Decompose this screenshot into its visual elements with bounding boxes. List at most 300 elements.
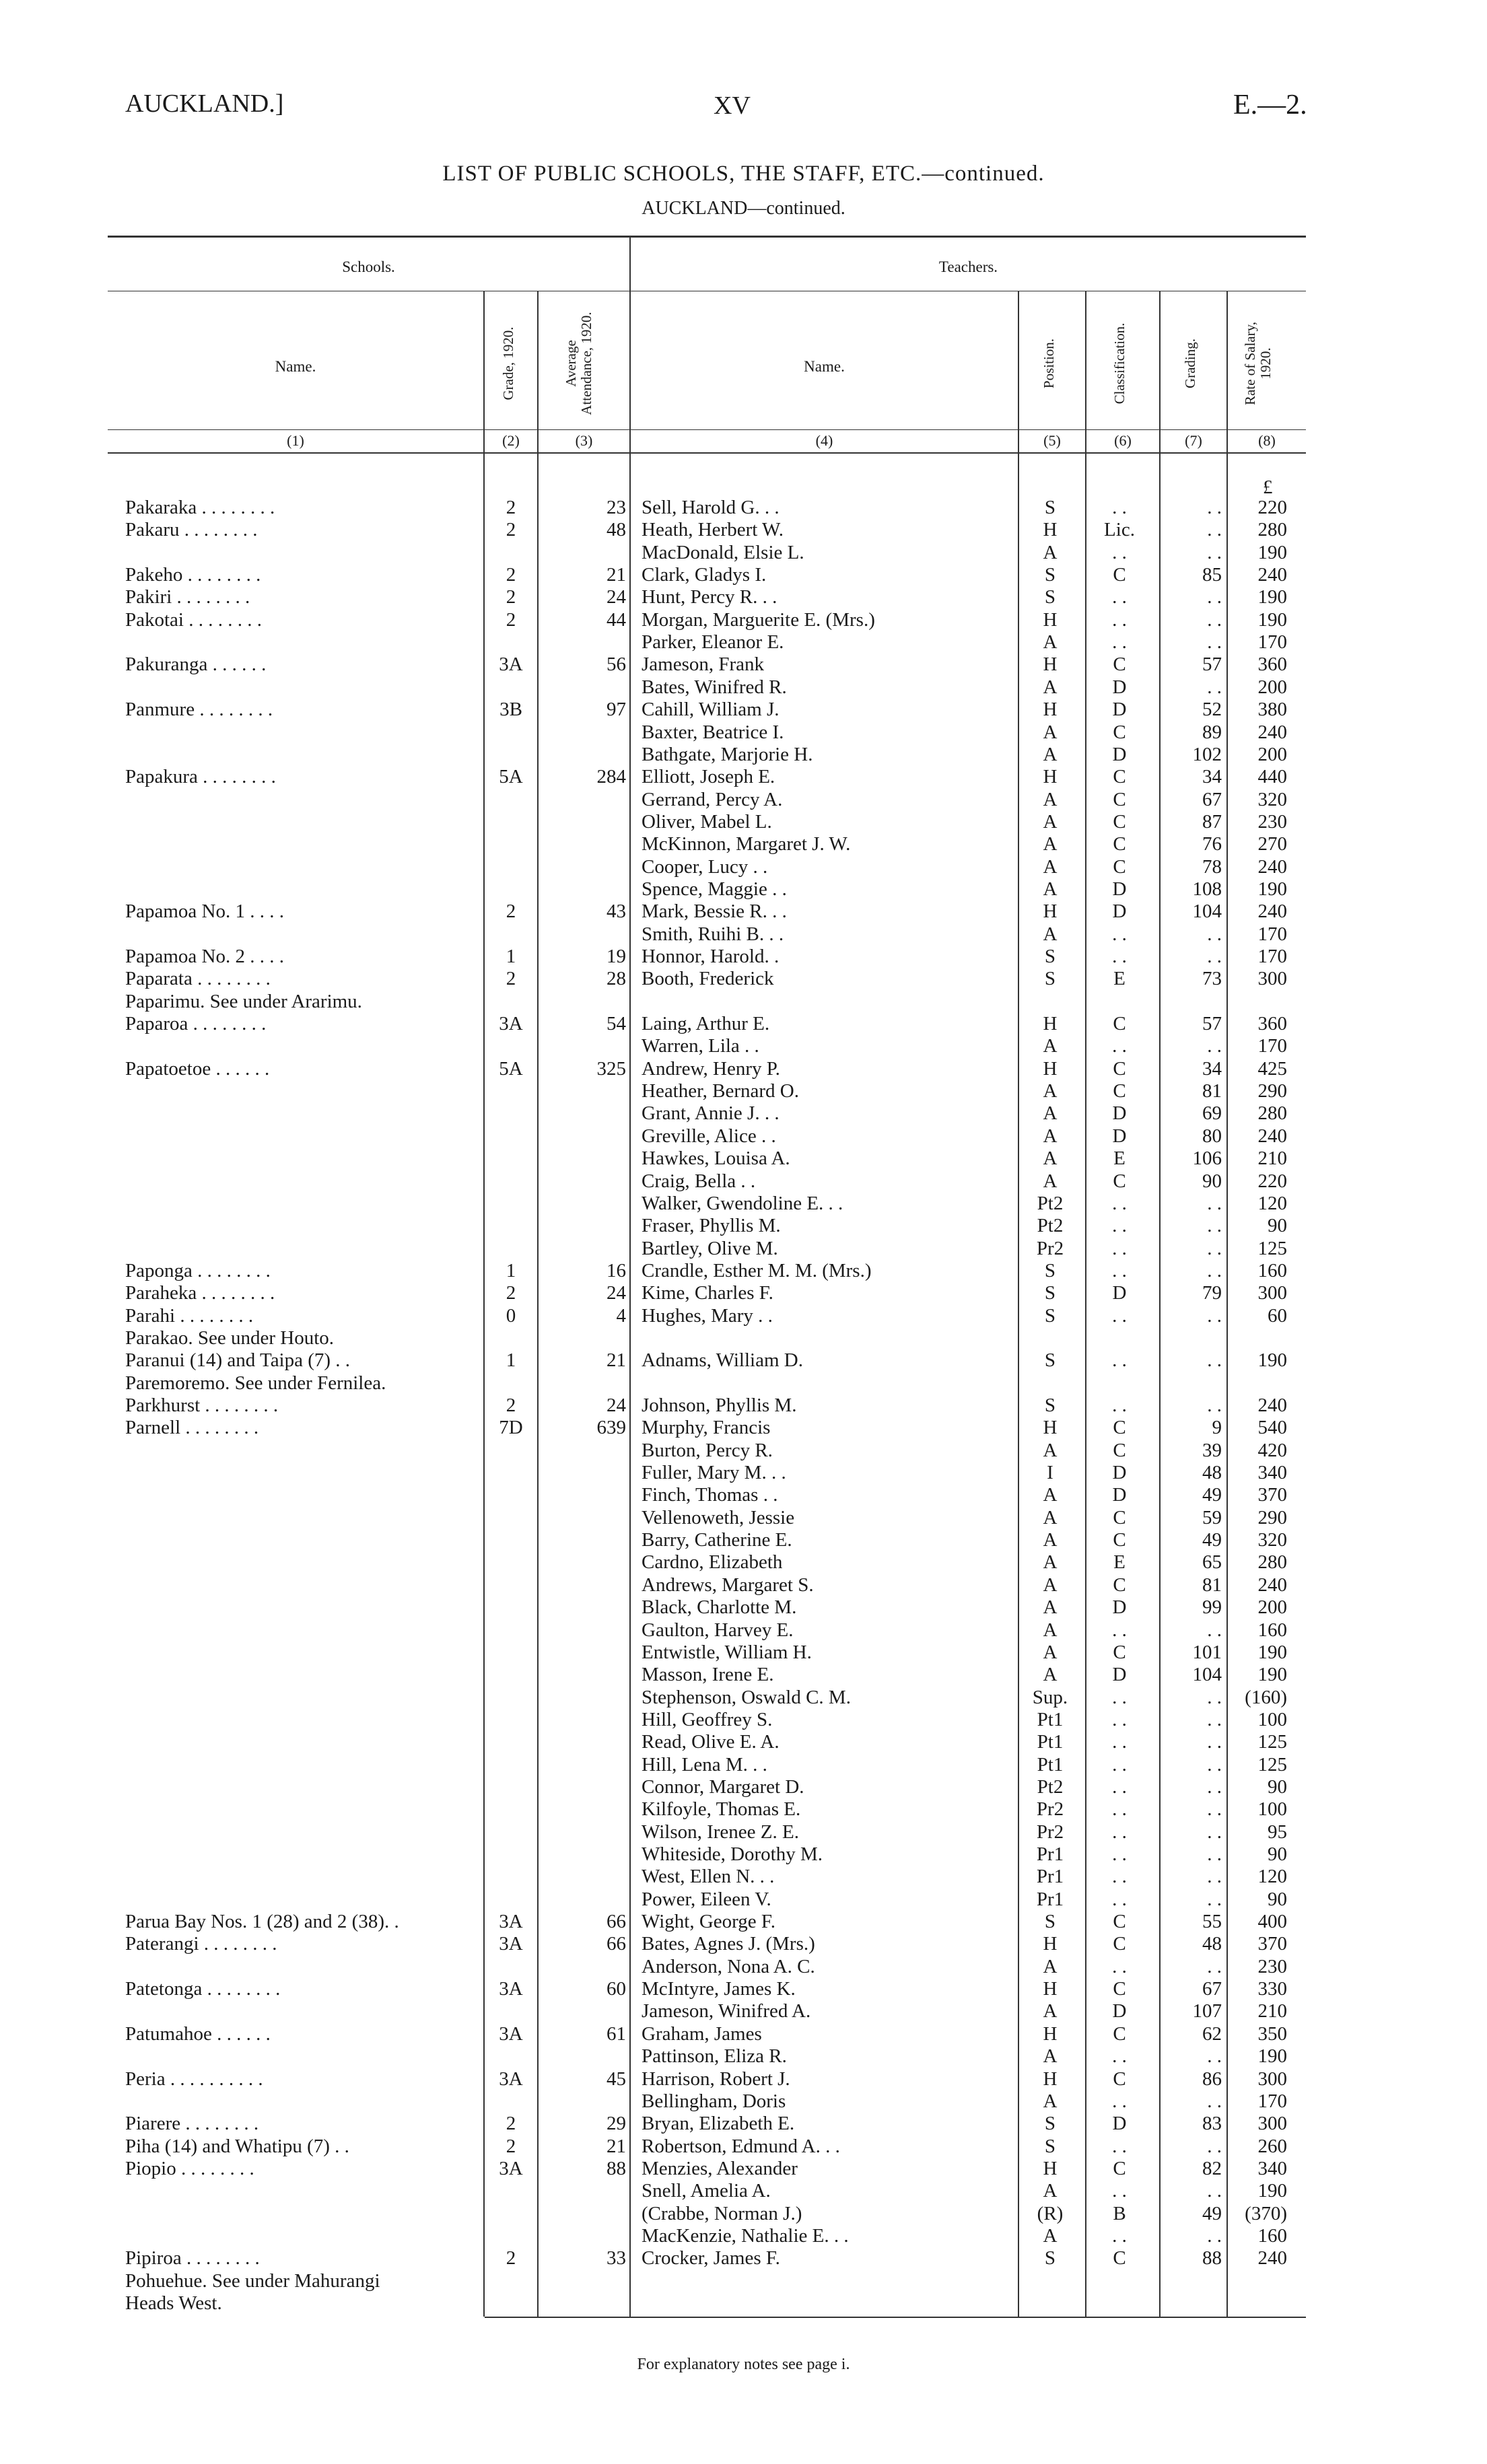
cell-classification: D — [1112, 1484, 1127, 1506]
cell-classification: C — [1113, 855, 1126, 878]
cell-grading: 39 — [1202, 1439, 1222, 1461]
cell-grading: . . — [1207, 1821, 1222, 1843]
cell-salary: 540 — [1257, 1417, 1287, 1439]
cell-grading: 104 — [1192, 901, 1222, 923]
cell-teacher-name: Honnor, Harold. . — [642, 946, 780, 967]
cell-position: A — [1043, 1125, 1058, 1147]
cell-position: A — [1043, 1955, 1058, 1977]
cell-grading: . . — [1207, 1843, 1222, 1865]
running-head-left: AUCKLAND.] — [125, 90, 284, 118]
cell-grading: 73 — [1202, 968, 1222, 990]
cell-grade: 1 — [506, 1259, 516, 1281]
cell-attendance: 61 — [607, 2022, 626, 2045]
table-row — [0, 856, 1487, 878]
cell-teacher-name: Burton, Percy R. — [642, 1439, 773, 1461]
cell-teacher-name: Sell, Harold G. . . — [642, 497, 780, 518]
table-row — [0, 654, 1487, 676]
cell-classification: C — [1113, 1417, 1126, 1439]
cell-salary: 190 — [1257, 541, 1287, 563]
cell-grading: . . — [1207, 2045, 1222, 2068]
cell-classification: . . — [1112, 1955, 1127, 1977]
cell-grading: . . — [1207, 2180, 1222, 2202]
cell-position: A — [1043, 743, 1058, 765]
cell-teacher-name: Bryan, Elizabeth E. — [642, 2113, 795, 2135]
cell-position: S — [1044, 2135, 1056, 2157]
table-row — [0, 1282, 1487, 1304]
cell-school-name: Piarere . . . . . . . . — [125, 2113, 259, 2135]
cell-position: A — [1043, 1439, 1058, 1461]
table-row — [0, 1978, 1487, 2000]
cell-attendance: 24 — [607, 586, 626, 608]
cell-grading: . . — [1207, 1349, 1222, 1372]
cell-grading: . . — [1207, 1259, 1222, 1281]
cell-classification: D — [1112, 1102, 1127, 1125]
cell-grading: 81 — [1202, 1080, 1222, 1102]
table-row — [0, 699, 1487, 721]
colnum-6: (6) — [1114, 432, 1132, 449]
cell-salary: 170 — [1257, 631, 1287, 654]
col-teacher-name: Name. — [804, 358, 845, 375]
cell-salary: 190 — [1257, 2180, 1287, 2202]
cell-grading: . . — [1207, 497, 1222, 518]
cell-salary: 220 — [1257, 497, 1287, 518]
cell-salary: 125 — [1257, 1237, 1287, 1259]
table-row — [0, 2180, 1487, 2202]
cell-classification: C — [1113, 1574, 1126, 1596]
cell-grading: 59 — [1202, 1506, 1222, 1528]
cell-position: S — [1044, 2247, 1056, 2269]
cell-position: S — [1044, 1259, 1056, 1281]
cell-teacher-name: Masson, Irene E. — [642, 1664, 774, 1686]
table-row — [0, 1933, 1487, 1955]
cell-classification: C — [1113, 788, 1126, 810]
cell-grading: 83 — [1202, 2113, 1222, 2135]
table-row — [0, 2000, 1487, 2022]
cell-salary: 240 — [1257, 2247, 1287, 2269]
cell-salary: 60 — [1268, 1304, 1287, 1327]
cell-teacher-name: Kilfoyle, Thomas E. — [642, 1798, 801, 1821]
cell-teacher-name: Bathgate, Marjorie H. — [642, 743, 813, 765]
cell-school-name: Panmure . . . . . . . . — [125, 699, 273, 721]
cell-teacher-name: Barry, Catherine E. — [642, 1529, 792, 1551]
table-row — [0, 1462, 1487, 1484]
cell-position: A — [1043, 1619, 1058, 1641]
cell-grading: . . — [1207, 586, 1222, 608]
table-row — [0, 1260, 1487, 1282]
cell-position: Pt2 — [1037, 1192, 1064, 1214]
cell-grading: 86 — [1202, 2068, 1222, 2090]
cell-school-name: Pakuranga . . . . . . — [125, 654, 267, 676]
cell-position: Pt1 — [1037, 1708, 1064, 1730]
cell-grading: 108 — [1192, 878, 1222, 900]
col-grading: Grading. — [1182, 338, 1198, 389]
table-row — [0, 1125, 1487, 1148]
cell-salary: 340 — [1257, 1462, 1287, 1484]
cell-grading: 67 — [1202, 788, 1222, 810]
table-row — [0, 1843, 1487, 1866]
cell-teacher-name: West, Ellen N. . . — [642, 1866, 775, 1888]
cell-classification: C — [1113, 1013, 1126, 1035]
table-row — [0, 878, 1487, 901]
cell-position: Pr2 — [1036, 1237, 1064, 1259]
cell-grading: 48 — [1202, 1462, 1222, 1484]
cell-grading: 55 — [1202, 1911, 1222, 1933]
cell-salary: 220 — [1257, 1170, 1287, 1192]
cell-attendance: 29 — [607, 2113, 626, 2135]
cell-grading: . . — [1207, 1304, 1222, 1327]
cell-position: H — [1043, 901, 1058, 923]
cell-salary: 230 — [1257, 1955, 1287, 1977]
cell-salary: 90 — [1268, 1215, 1287, 1237]
cell-classification: . . — [1112, 2135, 1127, 2157]
cell-salary: 300 — [1257, 968, 1287, 990]
table-row — [0, 609, 1487, 631]
cell-position: Pt2 — [1037, 1215, 1064, 1237]
cell-salary: 260 — [1257, 2135, 1287, 2157]
cell-classification: C — [1113, 1170, 1126, 1192]
table-row — [0, 946, 1487, 968]
cell-attendance: 21 — [607, 2135, 626, 2157]
table-row — [0, 1754, 1487, 1776]
cell-teacher-name: Whiteside, Dorothy M. — [642, 1843, 823, 1865]
cell-grading: . . — [1207, 676, 1222, 698]
cell-grading: 69 — [1202, 1102, 1222, 1125]
cell-classification: . . — [1112, 1775, 1127, 1798]
cell-salary: 160 — [1257, 1619, 1287, 1641]
cell-classification: C — [1113, 766, 1126, 788]
table-row — [0, 676, 1487, 699]
table-row — [0, 2158, 1487, 2180]
cell-salary: 125 — [1257, 1731, 1287, 1753]
header-bottom-rule — [108, 452, 1306, 454]
cell-grading: . . — [1207, 1955, 1222, 1977]
cell-grade: 1 — [506, 1349, 516, 1372]
cell-school-name: Parkhurst . . . . . . . . — [125, 1395, 279, 1416]
cell-attendance: 33 — [607, 2247, 626, 2269]
table-row — [0, 1170, 1487, 1193]
cell-school-name: Piha (14) and Whatipu (7) . . — [125, 2135, 349, 2157]
cell-school-name: Paparimu. See under Ararimu. — [125, 990, 362, 1012]
cell-school-name: Pakaraka . . . . . . . . — [125, 497, 275, 518]
table-row — [0, 1687, 1487, 1709]
cell-salary: 370 — [1257, 1933, 1287, 1955]
cell-grading: . . — [1207, 2224, 1222, 2247]
cell-grading: . . — [1207, 1395, 1222, 1416]
cell-grading: 80 — [1202, 1125, 1222, 1147]
cell-salary: 190 — [1257, 878, 1287, 900]
cell-school-name: Pipiroa . . . . . . . . — [125, 2247, 260, 2269]
table-row — [0, 1327, 1487, 1349]
cell-classification: . . — [1112, 1866, 1127, 1888]
cell-position: H — [1043, 699, 1058, 721]
table-row — [0, 1305, 1487, 1327]
cell-teacher-name: Bates, Winifred R. — [642, 676, 787, 698]
cell-position: H — [1043, 1933, 1058, 1955]
cell-salary: 120 — [1257, 1192, 1287, 1214]
cell-grading: 82 — [1202, 2157, 1222, 2179]
cell-position: Sup. — [1032, 1686, 1068, 1708]
running-head-right: E.—2. — [1233, 90, 1307, 120]
table-row — [0, 542, 1487, 564]
cell-teacher-name: MacKenzie, Nathalie E. . . — [642, 2224, 849, 2247]
table-row — [0, 721, 1487, 744]
cell-grade: 3A — [499, 1911, 523, 1933]
cell-grading: . . — [1207, 541, 1222, 563]
cell-position: (R) — [1037, 2202, 1064, 2224]
cell-classification: . . — [1112, 1349, 1127, 1372]
cell-classification: . . — [1112, 946, 1127, 967]
cell-teacher-name: Power, Eileen V. — [642, 1888, 771, 1910]
cell-teacher-name: Laing, Arthur E. — [642, 1013, 770, 1035]
table-row — [0, 1866, 1487, 1888]
cell-attendance: 16 — [607, 1259, 626, 1281]
cell-classification: C — [1113, 1933, 1126, 1955]
cell-classification: D — [1112, 1282, 1127, 1304]
cell-classification: . . — [1112, 1843, 1127, 1865]
table-row — [0, 1215, 1487, 1237]
table-row — [0, 1529, 1487, 1551]
cell-position: S — [1044, 1911, 1056, 1933]
cell-salary: 210 — [1257, 2000, 1287, 2022]
cell-teacher-name: Wilson, Irenee Z. E. — [642, 1821, 799, 1843]
cell-teacher-name: Entwistle, William H. — [642, 1641, 812, 1663]
cell-school-name: Paraheka . . . . . . . . — [125, 1282, 275, 1304]
cell-position: A — [1043, 923, 1058, 945]
cell-salary: 170 — [1257, 923, 1287, 945]
cell-grading: 34 — [1202, 766, 1222, 788]
cell-teacher-name: Kime, Charles F. — [642, 1282, 773, 1304]
table-top-rule — [108, 236, 1306, 238]
cell-classification: . . — [1112, 1304, 1127, 1327]
cell-grade: 3A — [499, 1013, 523, 1035]
table-row — [0, 2292, 1487, 2315]
cell-grade: 2 — [506, 586, 516, 608]
cell-teacher-name: Hughes, Mary . . — [642, 1304, 773, 1327]
cell-classification: D — [1112, 699, 1127, 721]
cell-classification: E — [1113, 1148, 1126, 1170]
cell-grading: . . — [1207, 519, 1222, 541]
cell-grade: 2 — [506, 497, 516, 518]
cell-classification: . . — [1112, 1888, 1127, 1910]
table-row — [0, 2023, 1487, 2045]
cell-grading: . . — [1207, 1708, 1222, 1730]
cell-classification: D — [1112, 2113, 1127, 2135]
cell-salary: 200 — [1257, 1596, 1287, 1619]
cell-teacher-name: Andrew, Henry P. — [642, 1057, 780, 1080]
table-row — [0, 1619, 1487, 1642]
cell-teacher-name: Vellenoweth, Jessie — [642, 1506, 795, 1528]
table-row — [0, 901, 1487, 923]
table-row — [0, 1596, 1487, 1619]
table-row — [0, 2045, 1487, 2068]
cell-salary: 290 — [1257, 1080, 1287, 1102]
cell-salary: 240 — [1257, 901, 1287, 923]
table-row — [0, 1642, 1487, 1664]
cell-teacher-name: Heath, Herbert W. — [642, 519, 784, 541]
table-row — [0, 2247, 1487, 2269]
cell-teacher-name: Smith, Ruihi B. . . — [642, 923, 784, 945]
table-row — [0, 2225, 1487, 2247]
cell-classification: D — [1112, 1664, 1127, 1686]
table-row — [0, 2113, 1487, 2135]
cell-grade: 3A — [499, 2157, 523, 2179]
cell-position: H — [1043, 1978, 1058, 2000]
table-row — [0, 1484, 1487, 1506]
cell-grading: 81 — [1202, 1574, 1222, 1596]
cell-attendance: 88 — [607, 2157, 626, 2179]
cell-position: Pr1 — [1036, 1888, 1064, 1910]
table-row — [0, 1551, 1487, 1574]
cell-position: A — [1043, 878, 1058, 900]
cell-classification: D — [1112, 676, 1127, 698]
cell-position: H — [1043, 1417, 1058, 1439]
cell-position: A — [1043, 2180, 1058, 2202]
cell-school-name: Parakao. See under Houto. — [125, 1327, 335, 1349]
cell-school-name: Pakeho . . . . . . . . — [125, 564, 261, 586]
cell-grading: . . — [1207, 923, 1222, 945]
cell-grading: . . — [1207, 1866, 1222, 1888]
cell-salary: 170 — [1257, 2090, 1287, 2112]
cell-position: H — [1043, 766, 1058, 788]
cell-classification: D — [1112, 1596, 1127, 1619]
cell-salary: 370 — [1257, 1484, 1287, 1506]
cell-salary: 240 — [1257, 1574, 1287, 1596]
cell-classification: C — [1113, 2022, 1126, 2045]
cell-attendance: 56 — [607, 654, 626, 676]
currency-symbol: £ — [1263, 477, 1273, 498]
cell-teacher-name: Walker, Gwendoline E. . . — [642, 1192, 843, 1214]
cell-school-name: Papatoetoe . . . . . . — [125, 1057, 270, 1080]
colnum-3: (3) — [575, 432, 593, 449]
cell-grade: 7D — [499, 1417, 523, 1439]
cell-grading: . . — [1207, 2090, 1222, 2112]
cell-grading: 62 — [1202, 2022, 1222, 2045]
table-row — [0, 1058, 1487, 1080]
cell-teacher-name: Clark, Gladys I. — [642, 564, 767, 586]
cell-teacher-name: Harrison, Robert J. — [642, 2068, 790, 2090]
cell-teacher-name: Bartley, Olive M. — [642, 1237, 778, 1259]
cell-salary: 160 — [1257, 2224, 1287, 2247]
cell-salary: 280 — [1257, 1102, 1287, 1125]
cell-attendance: 48 — [607, 519, 626, 541]
cell-salary: 100 — [1257, 1798, 1287, 1821]
cell-salary: (160) — [1245, 1686, 1287, 1708]
table-row — [0, 923, 1487, 946]
cell-position: A — [1043, 1551, 1058, 1574]
region-subtitle: AUCKLAND—continued. — [642, 198, 845, 219]
cell-classification: . . — [1112, 2045, 1127, 2068]
cell-attendance: 43 — [607, 901, 626, 923]
table-row — [0, 1238, 1487, 1260]
cell-position: A — [1043, 1080, 1058, 1102]
cell-grade: 2 — [506, 1282, 516, 1304]
cell-classification: . . — [1112, 1821, 1127, 1843]
cell-salary: 280 — [1257, 1551, 1287, 1574]
cell-classification: . . — [1112, 1395, 1127, 1416]
cell-attendance: 24 — [607, 1395, 626, 1416]
cell-grading: . . — [1207, 608, 1222, 631]
table-row — [0, 968, 1487, 990]
cell-classification: . . — [1112, 608, 1127, 631]
cell-teacher-name: Spence, Maggie . . — [642, 878, 787, 900]
cell-grading: 102 — [1192, 743, 1222, 765]
cell-salary: 360 — [1257, 1013, 1287, 1035]
cell-position: A — [1043, 541, 1058, 563]
colnum-4: (4) — [815, 432, 833, 449]
cell-grading: 106 — [1192, 1148, 1222, 1170]
cell-classification: . . — [1112, 1731, 1127, 1753]
cell-position: S — [1044, 1349, 1056, 1372]
cell-position: A — [1043, 1574, 1058, 1596]
cell-salary: 350 — [1257, 2022, 1287, 2045]
cell-salary: 240 — [1257, 1125, 1287, 1147]
cell-classification: C — [1113, 2068, 1126, 2090]
cell-classification: D — [1112, 2000, 1127, 2022]
cell-position: A — [1043, 855, 1058, 878]
cell-position: Pt1 — [1037, 1753, 1064, 1775]
cell-teacher-name: Connor, Margaret D. — [642, 1775, 804, 1798]
cell-salary: 440 — [1257, 766, 1287, 788]
cell-classification: . . — [1112, 1708, 1127, 1730]
cell-school-name: Paterangi . . . . . . . . — [125, 1933, 277, 1955]
cell-teacher-name: Greville, Alice . . — [642, 1125, 776, 1147]
col-attendance: Average Attendance, 1920. — [563, 312, 594, 415]
cell-position: A — [1043, 1641, 1058, 1663]
cell-teacher-name: Gaulton, Harvey E. — [642, 1619, 794, 1641]
cell-teacher-name: Wight, George F. — [642, 1911, 775, 1933]
cell-teacher-name: Anderson, Nona A. C. — [642, 1955, 815, 1977]
table-row — [0, 1664, 1487, 1686]
header-rule — [108, 429, 1306, 430]
cell-school-name: Parnell . . . . . . . . — [125, 1417, 259, 1439]
cell-teacher-name: Bellingham, Doris — [642, 2090, 786, 2112]
cell-school-name: Paparata . . . . . . . . — [125, 968, 271, 990]
cell-salary: 330 — [1257, 1978, 1287, 2000]
cell-classification: E — [1113, 1551, 1126, 1574]
cell-classification: C — [1113, 1529, 1126, 1551]
cell-grade: 2 — [506, 2113, 516, 2135]
cell-attendance: 28 — [607, 968, 626, 990]
cell-attendance: 19 — [607, 946, 626, 967]
cell-salary: 190 — [1257, 1664, 1287, 1686]
cell-classification: C — [1113, 1978, 1126, 2000]
table-row — [0, 1709, 1487, 1731]
cell-school-name: Patumahoe . . . . . . — [125, 2022, 271, 2045]
cell-position: A — [1043, 788, 1058, 810]
cell-salary: 340 — [1257, 2157, 1287, 2179]
cell-salary: 380 — [1257, 699, 1287, 721]
cell-position: H — [1043, 2068, 1058, 2090]
cell-grading: 49 — [1202, 1484, 1222, 1506]
cell-grading: 85 — [1202, 564, 1222, 586]
cell-teacher-name: Stephenson, Oswald C. M. — [642, 1686, 851, 1708]
cell-teacher-name: Crocker, James F. — [642, 2247, 780, 2269]
cell-classification: . . — [1112, 1753, 1127, 1775]
cell-school-name: Papamoa No. 1 . . . . — [125, 901, 284, 923]
cell-grade: 0 — [506, 1304, 516, 1327]
cell-teacher-name: Adnams, William D. — [642, 1349, 803, 1372]
cell-position: A — [1043, 2000, 1058, 2022]
cell-teacher-name: Snell, Amelia A. — [642, 2180, 771, 2202]
table-row — [0, 631, 1487, 654]
cell-classification: B — [1113, 2202, 1126, 2224]
cell-grade: 5A — [499, 1057, 523, 1080]
cell-grading: 52 — [1202, 699, 1222, 721]
table-row — [0, 1821, 1487, 1843]
cell-classification: C — [1113, 654, 1126, 676]
table-row — [0, 1798, 1487, 1821]
cell-position: A — [1043, 810, 1058, 833]
